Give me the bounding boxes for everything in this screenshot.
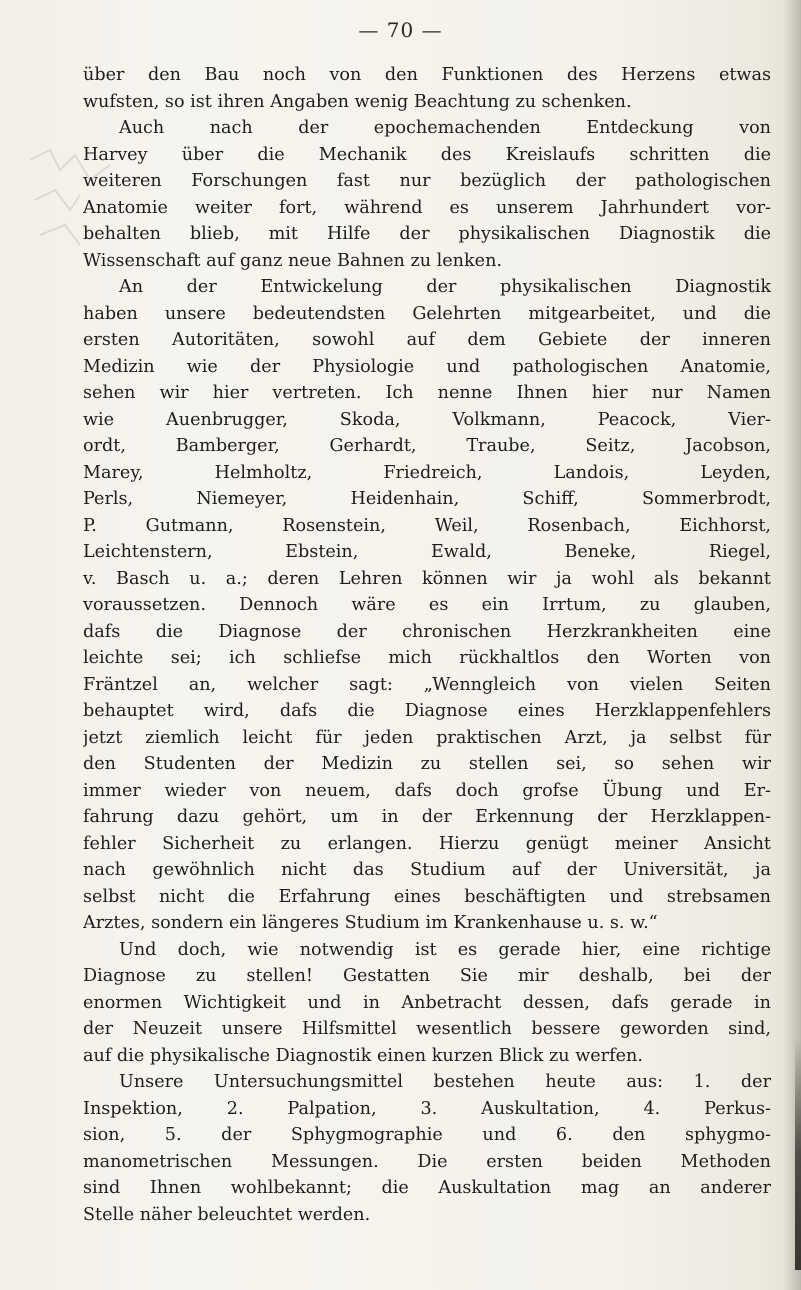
text-line: Inspektion, 2. Palpation, 3. Auskultation, 4. Perkus- — [83, 1098, 771, 1119]
text-line: An der Entwickelung der physikalischen Diagnostik — [119, 277, 771, 297]
text-line: wie Auenbrugger, Skoda, Volkmann, Peacock, Vier- — [83, 409, 771, 430]
text-line: behalten blieb, mit Hilfe der physikalischen Diagnostik die — [83, 224, 771, 244]
text-line: Diagnose zu stellen! Gestatten Sie mir deshalb, bei der — [83, 966, 771, 986]
text-line: P. Gutmann, Rosenstein, Weil, Rosenbach, Eichhorst, — [83, 515, 771, 536]
text-line: den Studenten der Medizin zu stellen sei, so sehen wir — [83, 754, 771, 774]
text-line: Perls, Niemeyer, Heidenhain, Schiff, Sommerbrodt, — [83, 489, 771, 509]
text-line: Anatomie weiter fort, während es unserem Jahrhundert vor- — [83, 197, 771, 218]
text-line: Fräntzel an, welcher sagt: „Wenngleich von vielen Seiten — [83, 674, 771, 695]
text-line: Stelle näher beleuchtet werden. — [83, 1204, 371, 1225]
text-line: Harvey über die Mechanik des Kreislaufs schritten die — [83, 144, 771, 165]
text-line: nach gewöhnlich nicht das Studium auf der Universität, ja — [83, 860, 771, 880]
text-line: dafs die Diagnose der chronischen Herzkrankheiten eine — [83, 621, 771, 642]
text-line: Leichtenstern, Ebstein, Ewald, Beneke, Riegel, — [83, 542, 771, 562]
text-line: auf die physikalische Diagnostik einen kurzen Blick zu werfen. — [83, 1045, 643, 1066]
text-line: der Neuzeit unsere Hilfsmittel wesentlich bessere geworden sind, — [83, 1019, 771, 1039]
text-line: über den Bau noch von den Funktionen des Herzens etwas — [83, 65, 771, 85]
text-line: ordt, Bamberger, Gerhardt, Traube, Seitz, Jacobson, — [83, 436, 771, 456]
text-line: behauptet wird, dafs die Diagnose eines Herzklappenfehlers — [83, 701, 771, 721]
text-line: haben unsere bedeutendsten Gelehrten mitgearbeitet, und die — [83, 303, 771, 324]
page-number: — 70 — — [358, 18, 443, 42]
text-line: immer wieder von neuem, dafs doch grofse Übung und Er- — [83, 780, 771, 801]
text-line: Auch nach der epochemachenden Entdeckung von — [119, 118, 771, 138]
text-line: sion, 5. der Sphygmographie und 6. den sphygmo- — [83, 1125, 771, 1145]
text-line: Marey, Helmholtz, Friedreich, Landois, Leyden, — [83, 462, 771, 483]
text-line: Wissenschaft auf ganz neue Bahnen zu lenken. — [83, 250, 503, 271]
text-line: Und doch, wie notwendig ist es gerade hier, eine richtige — [119, 939, 771, 960]
text-line: manometrischen Messungen. Die ersten beiden Methoden — [83, 1151, 771, 1172]
text-line: fehler Sicherheit zu erlangen. Hierzu genügt meiner Ansicht — [83, 833, 771, 854]
text-line: sehen wir hier vertreten. Ich nenne Ihnen hier nur Namen — [83, 383, 771, 403]
text-line: selbst nicht die Erfahrung eines beschäftigten und strebsamen — [83, 886, 771, 907]
text-line: Unsere Untersuchungsmittel bestehen heute aus: 1. der — [119, 1072, 771, 1092]
page-edge-mark — [795, 1040, 801, 1270]
text-line: weiteren Forschungen fast nur bezüglich der pathologischen — [83, 171, 771, 191]
body-text — [83, 62, 771, 1228]
text-line: voraussetzen. Dennoch wäre es ein Irrtum, zu glauben, — [83, 595, 771, 615]
text-line: sind Ihnen wohlbekannt; die Auskultation mag an anderer — [83, 1178, 771, 1198]
text-line: wufsten, so ist ihren Angaben wenig Beachtung zu schenken. — [83, 91, 632, 112]
text-line: Arztes, sondern ein längeres Studium im Krankenhause u. s. w.“ — [83, 913, 658, 933]
text-line: Medizin wie der Physiologie und pathologischen Anatomie, — [83, 356, 771, 377]
text-line: leichte sei; ich schliefse mich rückhaltlos den Worten von — [83, 648, 771, 668]
text-line: v. Basch u. a.; deren Lehren können wir ja wohl als bekannt — [83, 568, 771, 589]
text-line: jetzt ziemlich leicht für jeden praktischen Arzt, ja selbst für — [83, 727, 771, 748]
text-line: enormen Wichtigkeit und in Anbetracht dessen, dafs gerade in — [83, 992, 771, 1013]
text-line: ersten Autoritäten, sowohl auf dem Gebiete der inneren — [83, 330, 771, 350]
text-line: fahrung dazu gehört, um in der Erkennung der Herzklappen- — [83, 807, 771, 827]
